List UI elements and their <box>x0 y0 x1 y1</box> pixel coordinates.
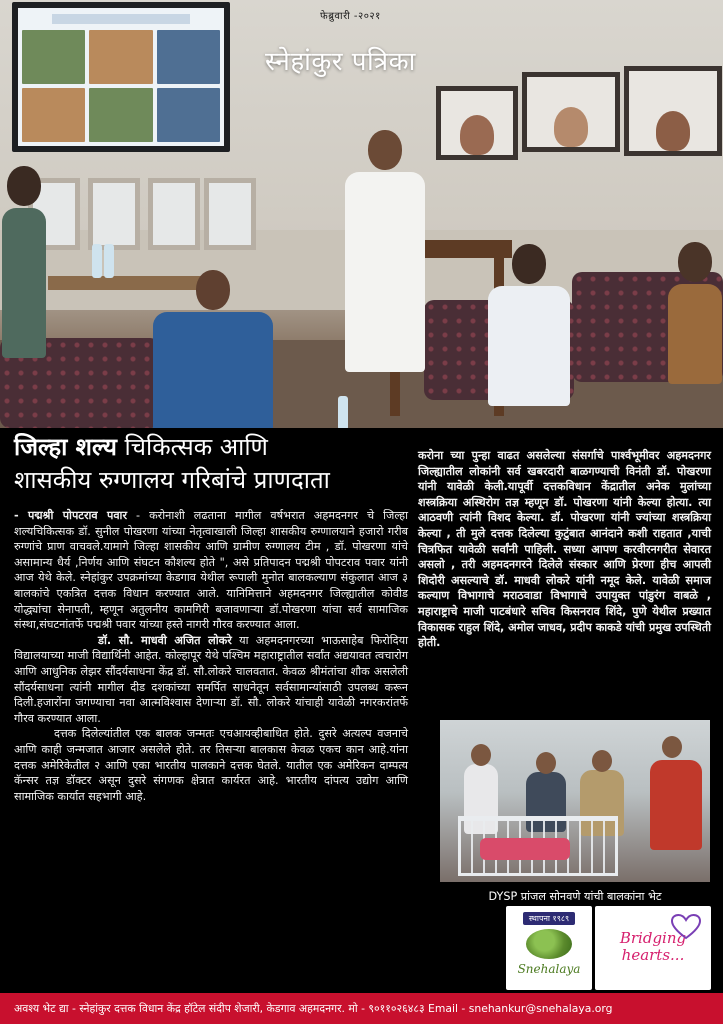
slide-photo <box>89 30 152 84</box>
presentation-slide <box>18 8 224 146</box>
photo-window <box>148 178 200 250</box>
person-child-red <box>650 760 702 850</box>
paragraph-lead: डॉ. सौ. माधवी अजित लोकरे <box>98 633 232 647</box>
slide-photo <box>157 30 220 84</box>
person-head <box>592 750 612 772</box>
headline-bold: जिल्हा शल्य <box>14 433 117 461</box>
paragraph-body: - करोनाशी लढताना मागील वर्षभरात अहमदनगर चे जिल्हा शल्यचिकित्सक डॉ. सुनील पोखरणा यांच्या नेतृत्वाखाली जिल्हा शासकीय रुग्णालयाने हजारो गरीब रुग्णांचे प्राण वाचवले.यामागे जिल्हा शासकीय आणि ग्रामीण रुग्णालय टीम , डॉ. पोखरणा यांचे असामान्य धैर्य ,निर्णय आणि संघटन कौशल्य होते ", असे प्रतिपादन पद्मश्री पोपटराव पवार यांनी आज येथे केले. स्नेहांकुर उपक्रमांच्या केडगाव येथील रूपाली मुनोत बालकल्याण संकुलात आज ३ बालकांचे एकत्रित दत्तक विधान करण्यात आले. यानिमित्ताने अहमदनगर जिल्ह्यातील कोवीड योद्ध्यांचा सेनापती, म्हणून अतुलनीय कामगिरी बजावणाऱ्या डॉ.पोखरणा यांचा सर्व सामाजिक संस्था,संघटनांतर्फे पद्मश्री पवार यांच्या हस्ते नागरी गौरव करण्यात आला. <box>14 509 408 632</box>
footer-contact-bar: अवश्य भेट द्या - स्नेहांकुर दत्तक विधान केंद्र हॉटेल संदीप शेजारी, केडगाव अहमदनगर. मो - ९०११०२६४८३ Email - snehankur@snehalaya.org <box>0 993 723 1024</box>
person-seated-right <box>666 242 723 384</box>
visit-photo <box>440 720 710 882</box>
slide-title-bar <box>52 14 190 24</box>
headline-rest: चिकित्सक आणि <box>116 433 268 461</box>
headline-line-2: शासकीय रुग्णालय गरिबांचे प्राणदाता <box>14 466 330 494</box>
paragraph <box>14 633 408 727</box>
person-standing-left <box>0 166 48 358</box>
slide-photo <box>22 88 85 142</box>
paragraph <box>14 508 408 633</box>
wall-portrait <box>522 72 620 152</box>
snehalaya-logo <box>506 906 592 990</box>
slide-photo <box>22 30 85 84</box>
slide-photo <box>157 88 220 142</box>
projector-screen <box>12 2 230 152</box>
globe-icon <box>526 929 572 959</box>
photo-window <box>88 178 140 250</box>
snehalaya-since: स्थापना १९८९ <box>523 912 575 925</box>
article-column-right <box>418 448 711 651</box>
paragraph-body: या अहमदनगरच्या भाऊसाहेब फिरोदिया विद्यालयाच्या माजी विद्यार्थिनी आहेत. कोल्हापूर येथे पश्चिम महाराष्ट्रातील सर्वांत अद्ययावत त्वचारोग आणि आधुनिक लेझर सौंदर्यसाधना केंद्र डॉ. सौ.लोकरे चालवतात. केवळ श्रीमंतांचा शौक असलेली सौंदर्यसाधना त्यांनी मागील दीड दशकांच्या समर्पित साधनेतून सर्वसामान्यांसाठी उपलब्ध करून दिली.हजारोंना जगण्याचा नवा आत्मविश्वास देणाऱ्या डॉ. सौ. लोकरे यांचाही यावेळी नगरकरांतर्फे गौरव करण्यात आला. <box>14 633 408 725</box>
photo-caption: DYSP प्रांजल सोनवणे यांची बालकांना भेट <box>488 890 662 903</box>
bridging-hearts-logo <box>595 906 711 990</box>
person-seated-white <box>484 244 574 406</box>
person-seated-blue <box>148 270 278 428</box>
paragraph-lead: - पद्मश्री पोपटराव पवार <box>14 509 128 522</box>
water-bottle <box>338 396 348 428</box>
person-head <box>471 744 491 766</box>
bridging-line-1: Bridging <box>619 929 687 947</box>
photo-window <box>204 178 256 250</box>
headline-line-1 <box>14 431 409 464</box>
bridging-line-2: hearts... <box>621 946 685 964</box>
wall-portrait <box>436 86 518 160</box>
event-photo <box>0 0 723 428</box>
water-bottle <box>104 244 114 278</box>
water-bottle <box>92 244 102 278</box>
masthead-title: स्नेहांकुर पत्रिका <box>265 47 416 77</box>
slide-photo <box>89 88 152 142</box>
person-speaker <box>340 130 430 372</box>
person-head <box>536 752 556 774</box>
snehalaya-name: Snehalaya <box>517 962 581 976</box>
person-head <box>662 736 682 758</box>
baby-blanket <box>480 838 570 860</box>
issue-date: फेब्रुवारी -२०२१ <box>320 11 381 22</box>
article-headline <box>14 431 409 497</box>
paragraph: करोना च्या पुन्हा वाढत असलेल्या संसर्गाचे पार्श्वभूमीवर अहमदनगर जिल्ह्यातील लोकांनी सर्व खबरदारी बाळगण्याची विनंती डॉ. पोखरणा यांनी यावेळी केली.यापूर्वी दत्तकविधान केंद्रातील अनेक मुलांच्या शस्त्रक्रिया अस्थिरोग तज्ञ म्हणून डॉ. पोखरणा यांनी केल्या होत्या. त्या आठवणी त्यांनी विशद केल्या. डॉ. पोखरणा यांनी ज्यांच्या शस्त्रक्रिया केल्या , ती मुले दत्तक दिलेल्या कुटुंबात आनंदाने कशी राहतात ,याची चित्रफित यावेळी सर्वांनी पाहिली. सध्या आपण करवीरनगरीत सेवारत असलो , तरी अहमदनगरने दिलेले संस्कार आणि प्रेरणा हीच आपली शिदोरी असल्याचे डॉ. माधवी लोकरे यांनी नमूद केले. यावेळी समाज कल्याण विभागाचे मराठवाडा विभागाचे उपायुक्त पांडुरंग वाबळे , महाराष्ट्राचे माजी पाटबंधारे सचिव किसनराव शिंदे, पुणे येथील प्रख्यात विकासक राहुल शिंदे, अमोल जाधव, प्रदीप काकडे यांची प्रमुख उपस्थिती होती. <box>418 449 711 650</box>
paragraph: दत्तक दिलेल्यांतील एक बालक जन्मतः एचआयव्हीबाधित होते. दुसरे अत्यल्प वजनाचे आणि काही जन्मजात आजार असलेले होते. तर तिसऱ्या बालकास केवळ एकच कान आहे.यांना दत्तक अमेरिकेतील २ आणि एका भारतीय पालकाने दत्तक घेतले. यातील एक अमेरिकन दाम्पत्य कॅन्सर तज्ञ डॉक्टर असून दुसरे संगणक क्षेत्रात कार्यरत आहे. भारतीय दांपत्य उद्योग आणि सामाजिक कार्यात सहभागी आहे. <box>14 727 408 803</box>
heart-icon <box>671 914 701 940</box>
article-column-left <box>14 508 408 804</box>
wall-portrait <box>624 66 722 156</box>
